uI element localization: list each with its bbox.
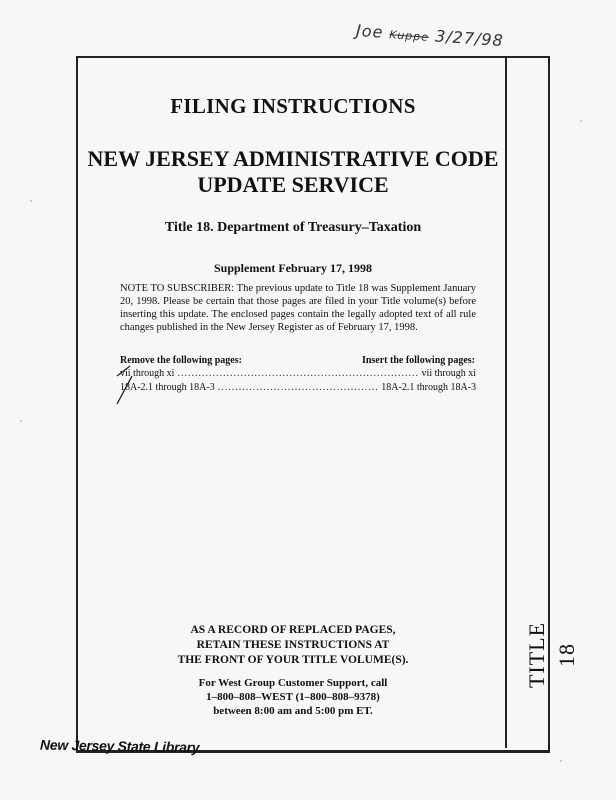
scan-speck	[580, 120, 582, 122]
page-title: FILING INSTRUCTIONS	[170, 94, 416, 118]
handwritten-note	[356, 21, 505, 50]
record-notice-line1: AS A RECORD OF REPLACED PAGES,	[190, 624, 396, 636]
title-subtitle: Title 18. Department of Treasury–Taxation	[164, 220, 422, 235]
remove-pages-value: vii through xi	[120, 368, 175, 379]
handwritten-scribble: Kuppe	[388, 28, 430, 44]
support-line3: between 8:00 am and 5:00 pm ET.	[213, 705, 373, 717]
remove-pages-header: Remove the following pages:	[120, 355, 242, 366]
insert-pages-value: vii through xi	[421, 368, 476, 379]
handwritten-date: 3/27/98	[434, 26, 505, 51]
insert-pages-header: Insert the following pages:	[361, 355, 475, 366]
scan-speck	[560, 760, 562, 762]
title-tab-label: TITLE 18	[524, 621, 579, 689]
scan-speck	[20, 420, 22, 422]
record-notice	[78, 623, 508, 668]
dot-leader	[218, 382, 379, 393]
pages-row	[120, 382, 476, 393]
note-to-subscriber: NOTE TO SUBSCRIBER: The previous update to Title 18 was Supplement January 20, 1998. Please be certain that those pages are filed in your Title volume(s) before inserting this update. The enclosed pages contain the legally adopted text of all rule changes published in the New Jersey Register as of February 17, 1998.	[120, 283, 476, 333]
support-line1: For West Group Customer Support, call	[198, 677, 388, 689]
remove-pages-value: 18A-2.1 through 18A-3	[120, 382, 215, 393]
support-line2: 1–800–808–WEST (1–800–808–9378)	[206, 691, 380, 703]
supplement-date: Supplement February 17, 1998	[213, 261, 372, 275]
dot-leader	[177, 368, 418, 379]
code-title-line2: UPDATE SERVICE	[197, 172, 389, 197]
record-notice-line2: RETAIN THESE INSTRUCTIONS AT	[196, 639, 390, 651]
library-stamp: New Jersey State Library	[39, 736, 200, 756]
scan-speck	[30, 200, 32, 202]
insert-pages-value: 18A-2.1 through 18A-3	[381, 382, 476, 393]
code-title-line1: NEW JERSEY ADMINISTRATIVE CODE	[87, 146, 499, 171]
handwritten-check-mark-icon	[114, 364, 134, 404]
handwritten-name: Joe	[355, 20, 385, 42]
pages-row	[120, 368, 476, 379]
code-title	[78, 146, 508, 198]
record-notice-line3: THE FRONT OF YOUR TITLE VOLUME(S).	[177, 654, 409, 666]
customer-support-info	[78, 676, 508, 718]
